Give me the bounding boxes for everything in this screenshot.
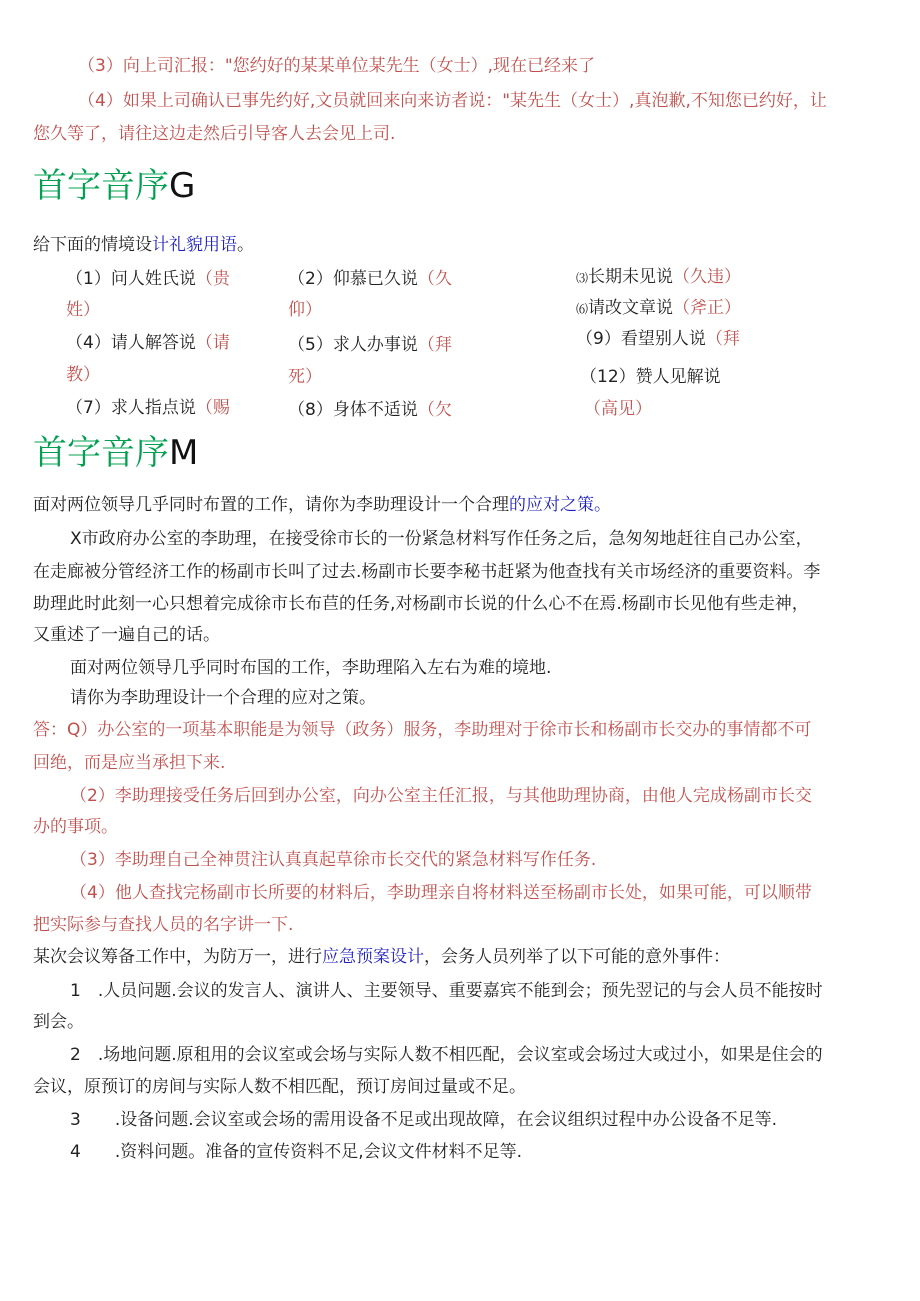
etiquette-item: （1）问人姓氏说（贵 — [66, 269, 230, 289]
answer-line: 答：Q）办公室的一项基本职能是为领导（政务）服务，李助理对于徐市长和杨副市长交办的事情都不可 — [33, 720, 812, 740]
prompt-text: 给下面的情境设 — [33, 235, 152, 255]
etiquette-item: ⑶长期未见说（久违） — [576, 267, 742, 287]
prompt-text: 面对两位领导几乎同时布置的工作，请你为李助理设计一个合理 — [33, 495, 509, 515]
etiquette-item: （5）求人办事说（拜 — [288, 335, 452, 355]
answer-line: 把实际参与查找人员的名字讲一下. — [33, 915, 294, 935]
etiquette-answer: 教） — [66, 365, 100, 385]
heading-letter: G — [169, 166, 196, 206]
story-line: X市政府办公室的李助理，在接受徐市长的一份紧急材料写作任务之后，急匆匆地赶往自己办公室， — [70, 529, 813, 549]
etiquette-answer: 死） — [288, 367, 322, 387]
heading-prefix: 首字音序 — [33, 166, 169, 206]
heading-prefix: 首字音序 — [33, 433, 169, 473]
etiquette-answer: （高见） — [584, 399, 652, 419]
answer-line-4: （4）如果上司确认已事先约好,文员就回来向来访者说："某先生（女士）,真泡歉,不知您已约好，让 — [78, 91, 827, 111]
story-line: 面对两位领导几乎同时布国的工作，李助理陷入左右为难的境地. — [70, 658, 552, 678]
prompt-end: 。 — [237, 235, 254, 255]
heading-letter: M — [169, 433, 199, 473]
answer-line: 回绝，而是应当承担下来. — [33, 753, 226, 773]
contingency-line: 会议，原预订的房间与实际人数不相匹配，预订房间过量或不足。 — [33, 1077, 526, 1097]
contingency-line: 4 .资料问题。准备的宣传资料不足,会议文件材料不足等. — [70, 1142, 523, 1162]
etiquette-item: （7）求人指点说（赐 — [66, 398, 230, 418]
section-m-prompt — [33, 493, 611, 517]
prompt-link[interactable]: 的应对之策。 — [509, 495, 611, 515]
answer-line: （4）他人查找完杨副市长所要的材料后，李助理亲自将材料送至杨副市长处，如果可能，可以顺带 — [70, 883, 812, 903]
prompt-link[interactable]: 计礼貌用语 — [152, 235, 237, 255]
answer-line: （3）李助理自己全神贯注认真真起草徐市长交代的紧急材料写作任务. — [70, 850, 597, 870]
etiquette-item: （12）赞人见解说 — [580, 367, 721, 387]
etiquette-item: （9）看望别人说（拜 — [576, 329, 740, 349]
contingency-line: 1 .人员问题.会议的发言人、演讲人、主要领导、重要嘉宾不能到会；预先翌记的与会人员不能按时 — [70, 981, 823, 1001]
intro-link[interactable]: 应急预案设计 — [322, 947, 424, 967]
answer-line: 办的事项。 — [33, 817, 118, 837]
etiquette-item: （8）身体不适说（欠 — [288, 400, 452, 420]
answer-line-4-cont: 您久等了，请往这边走然后引导客人去会见上司. — [33, 124, 396, 144]
story-line: 又重述了一遍自己的话。 — [33, 625, 220, 645]
contingency-line: 到会。 — [33, 1012, 84, 1032]
story-line: 在走廊被分管经济工作的杨副市长叫了过去.杨副市长要李秘书赶紧为他查找有关市场经济的重要资料。李 — [33, 562, 821, 582]
answer-line-3: （3）向上司汇报："您约好的某某单位某先生（女士）,现在已经来了 — [78, 56, 596, 76]
section-heading-m — [33, 431, 198, 475]
section-g-prompt — [33, 233, 254, 257]
intro-text: 某次会议筹备工作中，为防万一，进行 — [33, 947, 322, 967]
intro-end: ，会务人员列举了以下可能的意外事件： — [424, 947, 730, 967]
section-heading-g — [33, 164, 195, 208]
contingency-line: 3 .设备问题.会议室或会场的需用设备不足或出现故障，在会议组织过程中办公设备不足等. — [70, 1110, 778, 1130]
story-line: 助理此时此刻一心只想着完成徐市长布苣的任务,对杨副市长说的什么心不在焉.杨副市长见他有些走神， — [33, 594, 809, 614]
etiquette-answer: 仰） — [288, 300, 322, 320]
meeting-intro — [33, 945, 730, 969]
etiquette-answer: 姓） — [66, 300, 100, 320]
etiquette-item: （2）仰慕已久说（久 — [288, 269, 452, 289]
etiquette-item: ⑹请改文章说（斧正） — [576, 298, 742, 318]
etiquette-item: （4）请人解答说（请 — [66, 333, 230, 353]
story-line: 请你为李助理设计一个合理的应对之策。 — [70, 688, 376, 708]
contingency-line: 2 .场地问题.原租用的会议室或会场与实际人数不相匹配，会议室或会场过大或过小，如果是住会的 — [70, 1045, 823, 1065]
answer-line: （2）李助理接受任务后回到办公室，向办公室主任汇报，与其他助理协商，由他人完成杨副市长交 — [70, 786, 812, 806]
